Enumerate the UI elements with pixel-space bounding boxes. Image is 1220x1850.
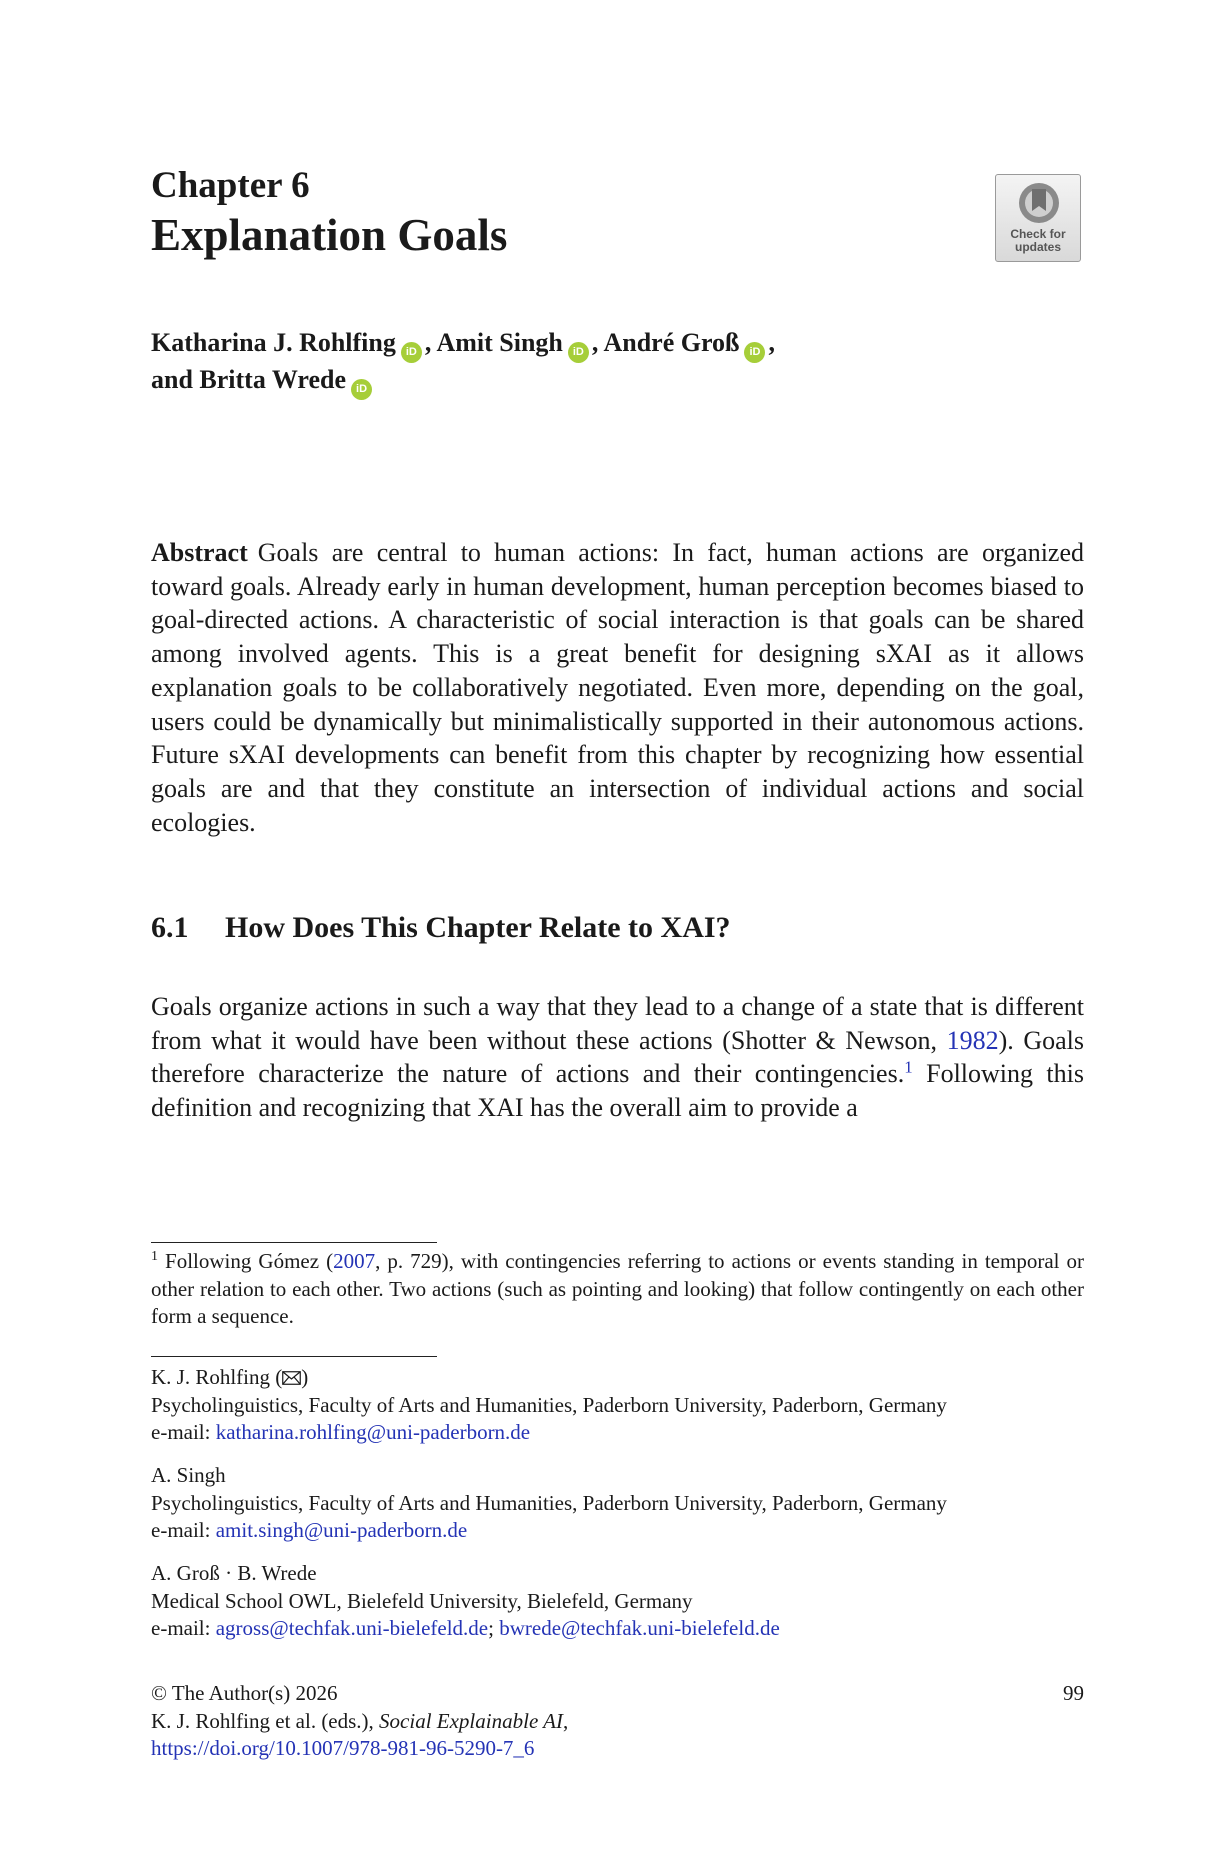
citation-link[interactable]: 2007 [333, 1249, 376, 1273]
orcid-icon[interactable]: iD [744, 342, 765, 363]
affiliation-institution: Medical School OWL, Bielefeld University, Bielefeld, Germany [151, 1588, 693, 1613]
author-list: Katharina J. Rohlfing iD , Amit Singh iD , André Groß iD , and Britta Wrede iD [151, 326, 1084, 400]
badge-text: Check for updates [1010, 227, 1066, 254]
page-number: 99 [1063, 1681, 1084, 1705]
email-link[interactable]: amit.singh@uni-paderborn.de [215, 1518, 468, 1542]
abstract-label: Abstract [151, 538, 248, 567]
author-name: Britta Wrede [199, 365, 347, 394]
envelope-icon [282, 1371, 301, 1385]
copyright-line: © The Author(s) 2026 [151, 1681, 338, 1705]
footnote-ref[interactable]: 1 [904, 1057, 913, 1077]
book-citation: K. J. Rohlfing et al. (eds.), Social Explainable AI, [151, 1708, 569, 1733]
chapter-title: Explanation Goals [151, 210, 508, 260]
footnote-divider [151, 1242, 437, 1243]
affiliation-institution: Psycholinguistics, Faculty of Arts and Humanities, Paderborn University, Paderborn, Germany [151, 1392, 947, 1417]
author-name: André Groß [603, 328, 740, 357]
body-paragraph: Goals organize actions in such a way that they lead to a change of a state that is different from what it would have been without these actions (Shotter & Newson, 1982). Goals therefore characterize the nature of actions and their contingencies.$^1$ Following this definition and recognizing that XAI has the overall aim to provide a [151, 992, 1084, 1122]
affiliation-block: A. Groß · B. Wrede Medical School OWL, Bielefeld University, Bielefeld, Germany e-mail: agross@techfak.uni-bielefeld.de; bwrede@techfak.uni-bielefeld.de [151, 1560, 1084, 1643]
orcid-icon[interactable]: iD [351, 379, 372, 400]
footnote-marker: 1 [151, 1249, 158, 1264]
doi-link[interactable]: https://doi.org/10.1007/978-981-96-5290-7_6 [151, 1736, 535, 1760]
check-for-updates-badge[interactable] [995, 174, 1081, 262]
orcid-icon[interactable]: iD [401, 342, 422, 363]
affiliation-block: K. J. Rohlfing ( ) Psycholinguistics, Faculty of Arts and Humanities, Paderborn University, Paderborn, Germany e-mail: katharina.rohlfing@uni-paderborn.de [151, 1364, 1084, 1447]
affiliation-institution: Psycholinguistics, Faculty of Arts and Humanities, Paderborn University, Paderborn, Germany [151, 1490, 947, 1515]
book-title: Social Explainable AI [379, 1708, 563, 1733]
chapter-label: Chapter 6 [151, 165, 310, 206]
author-name: Amit Singh [436, 328, 563, 357]
crossmark-icon [1017, 181, 1061, 225]
email-link[interactable]: bwrede@techfak.uni-bielefeld.de [499, 1616, 780, 1640]
citation-link[interactable]: 1982 [946, 1025, 999, 1055]
section-heading [151, 910, 1084, 946]
abstract-text: Goals are central to human actions: In fact, human actions are organized toward goals. Already early in human development, human perception becomes biased to goal-directed actions. A characteristic of social interaction is that goals can be shared among involved agents. This is a great benefit for designing sXAI as it allows explanation goals to be collaboratively negotiated. Even more, depending on the goal, users could be dynamically but minimalistically supported in their autonomous actions. Future sXAI developments can benefit from this chapter by recognizing how essential goals are and that they constitute an intersection of individual actions and social ecologies. [151, 538, 1084, 837]
affiliation-name: A. Singh [151, 1463, 226, 1487]
section-number: 6.1 [151, 911, 189, 944]
abstract [151, 536, 1084, 839]
section-title: How Does This Chapter Relate to XAI? [225, 911, 731, 944]
footnote: $^1$ Following Gómez (2007, p. 729), with contingencies referring to actions or events standing in temporal or other relation to each other. Two actions (such as pointing and looking) that follow contingently on each other form a sequence. [151, 1249, 1085, 1328]
email-link[interactable]: agross@techfak.uni-bielefeld.de [215, 1616, 489, 1640]
orcid-icon[interactable]: iD [568, 342, 589, 363]
copyright-block [151, 1680, 1084, 1763]
email-link[interactable]: katharina.rohlfing@uni-paderborn.de [215, 1420, 531, 1444]
affiliation-divider [151, 1356, 437, 1357]
affiliation-block: A. Singh Psycholinguistics, Faculty of Arts and Humanities, Paderborn University, Paderborn, Germany e-mail: amit.singh@uni-paderborn.de [151, 1462, 1084, 1545]
author-name: Katharina J. Rohlfing [151, 328, 396, 357]
affiliation-name: K. J. Rohlfing ( [151, 1365, 283, 1389]
affiliation-name: A. Groß · B. Wrede [151, 1561, 317, 1585]
